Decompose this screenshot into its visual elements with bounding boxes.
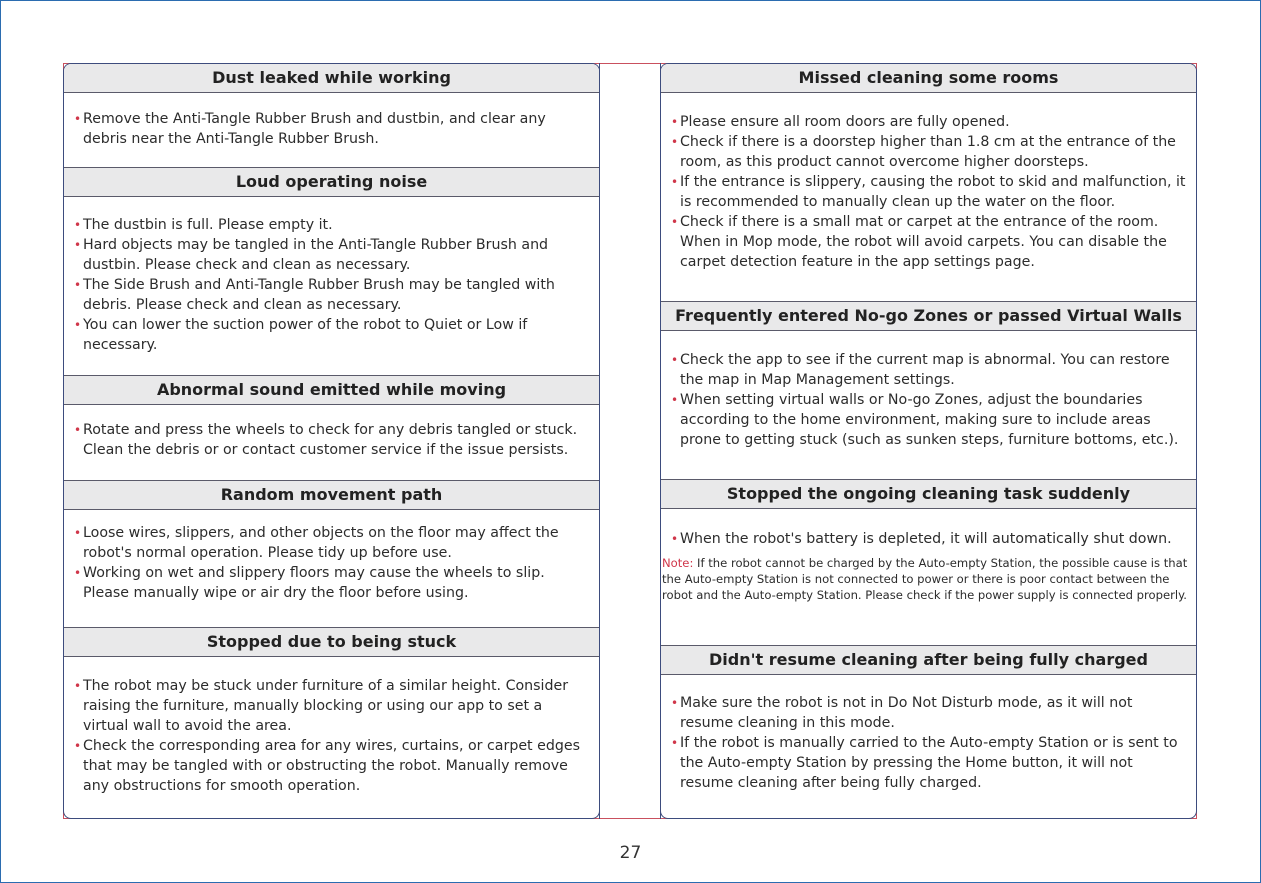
note-label: Note: bbox=[662, 556, 694, 570]
list-item: • If the entrance is slippery, causing the robot to skid and malfunction, it is recommended to manually clean up the water on the floor. bbox=[671, 172, 1188, 212]
section-body-dust-leaked bbox=[74, 109, 591, 149]
section-body-stopped-suddenly bbox=[662, 529, 1188, 603]
list-item: • You can lower the suction power of the robot to Quiet or Low if necessary. bbox=[74, 315, 591, 355]
section-title-abnormal-sound: Abnormal sound emitted while moving bbox=[64, 375, 599, 405]
list-item: • If the robot is manually carried to the Auto-empty Station or is sent to the Auto-empty Station by pressing the Home button, it will not resume cleaning after being fully charged. bbox=[671, 733, 1188, 793]
section-body-no-go-zones bbox=[671, 350, 1188, 450]
note bbox=[662, 555, 1188, 603]
section-body-random-path bbox=[74, 523, 591, 603]
section-title-stuck: Stopped due to being stuck bbox=[64, 627, 599, 657]
section-body-didnt-resume bbox=[671, 693, 1188, 793]
section-title-dust-leaked: Dust leaked while working bbox=[64, 64, 599, 93]
note-text: If the robot cannot be charged by the Auto-empty Station, the possible cause is that the Auto-empty Station is not connected to power or there is poor contact between the robot and the Auto-empty Station. Please check if the power supply is connected properly. bbox=[662, 556, 1188, 602]
list-item: • The robot may be stuck under furniture of a similar height. Consider raising the furniture, manually blocking or using our app to set a virtual wall to avoid the area. bbox=[74, 676, 591, 736]
list-item: • Check if there is a doorstep higher than 1.8 cm at the entrance of the room, as this product cannot overcome higher doorsteps. bbox=[671, 132, 1188, 172]
section-body-loud-noise bbox=[74, 215, 591, 355]
list-item: • The Side Brush and Anti-Tangle Rubber Brush may be tangled with debris. Please check and clean as necessary. bbox=[74, 275, 591, 315]
column-gutter bbox=[599, 63, 661, 819]
list-item: • Hard objects may be tangled in the Anti-Tangle Rubber Brush and dustbin. Please check and clean as necessary. bbox=[74, 235, 591, 275]
list-item: • When the robot's battery is depleted, it will automatically shut down. bbox=[671, 529, 1188, 549]
section-body-stuck bbox=[74, 676, 591, 796]
list-item: • Check the corresponding area for any wires, curtains, or carpet edges that may be tangled with or obstructing the robot. Manually remove any obstructions for smooth operation. bbox=[74, 736, 591, 796]
list-item: • Rotate and press the wheels to check for any debris tangled or stuck. Clean the debris or or contact customer service if the issue persists. bbox=[74, 420, 591, 460]
list-item: • Make sure the robot is not in Do Not Disturb mode, as it will not resume cleaning in this mode. bbox=[671, 693, 1188, 733]
page-number: 27 bbox=[619, 843, 642, 863]
list-item: • Check the app to see if the current map is abnormal. You can restore the map in Map Management settings. bbox=[671, 350, 1188, 390]
section-title-didnt-resume: Didn't resume cleaning after being fully charged bbox=[661, 645, 1196, 675]
section-title-no-go-zones: Frequently entered No-go Zones or passed Virtual Walls bbox=[661, 301, 1196, 331]
list-item: • Loose wires, slippers, and other objects on the floor may affect the robot's normal operation. Please tidy up before use. bbox=[74, 523, 591, 563]
list-item: • The dustbin is full. Please empty it. bbox=[74, 215, 591, 235]
section-title-missed-rooms: Missed cleaning some rooms bbox=[661, 64, 1196, 93]
list-item: • Check if there is a small mat or carpet at the entrance of the room. When in Mop mode, the robot will avoid carpets. You can disable the carpet detection feature in the app settings page. bbox=[671, 212, 1188, 272]
list-item: • Remove the Anti-Tangle Rubber Brush and dustbin, and clear any debris near the Anti-Tangle Rubber Brush. bbox=[74, 109, 591, 149]
list-item: • Working on wet and slippery floors may cause the wheels to slip. Please manually wipe or air dry the floor before using. bbox=[74, 563, 591, 603]
section-title-random-path: Random movement path bbox=[64, 480, 599, 510]
left-column bbox=[63, 63, 600, 819]
right-column bbox=[660, 63, 1197, 819]
list-item: • Please ensure all room doors are fully opened. bbox=[671, 112, 1188, 132]
section-title-stopped-suddenly: Stopped the ongoing cleaning task suddenly bbox=[661, 479, 1196, 509]
list-item: • When setting virtual walls or No-go Zones, adjust the boundaries according to the home environment, making sure to include areas prone to getting stuck (such as sunken steps, furniture bottoms, etc.). bbox=[671, 390, 1188, 450]
section-body-missed-rooms bbox=[671, 112, 1188, 272]
section-body-abnormal-sound bbox=[74, 420, 591, 460]
section-title-loud-noise: Loud operating noise bbox=[64, 167, 599, 197]
